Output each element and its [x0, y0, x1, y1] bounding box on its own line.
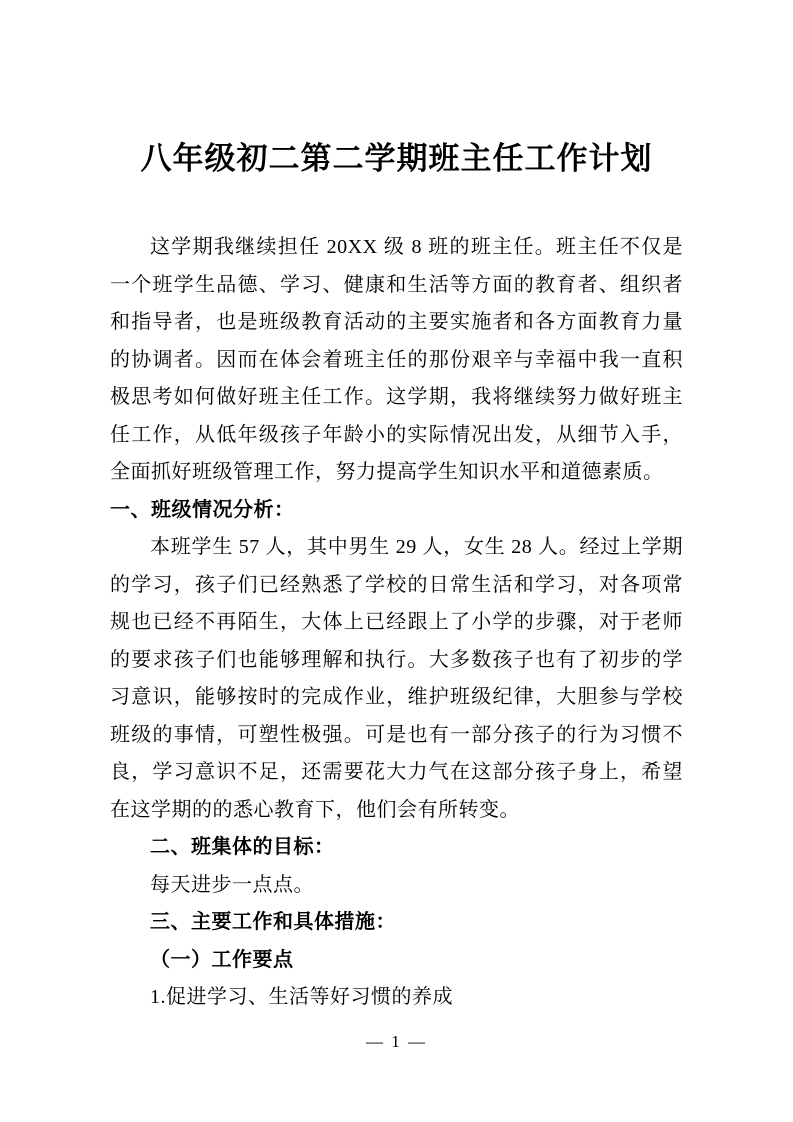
page-number: — 1 —	[366, 1032, 427, 1051]
class-goal-text: 每天进步一点点。	[150, 873, 314, 896]
class-analysis-paragraph: 本班学生 57 人，其中男生 29 人，女生 28 人。经过上学期的学习，孩子们已经熟悉了学校的日常生活和学习，对各项常规也已经不再陌生，大体上已经跟上了小学的步骤，对于老师的要求孩子们也能够理解和执行。大多数孩子也有了初步的学习意识，能够按时的完成作业，维护班级纪律，大胆参与学校班级的事情，可塑性极强。可是也有一部分孩子的行为习惯不良，学习意识不足，还需要花大力气在这部分孩子身上，希望在这学期的的悉心教育下，他们会有所转变。	[110, 536, 683, 821]
heading-work-points: （一）工作要点	[150, 948, 294, 971]
intro-paragraph: 这学期我继续担任 20XX 级 8 班的班主任。班主任不仅是一个班学生品德、学习、健康和生活等方面的教育者、组织者和指导者，也是班级教育活动的主要实施者和各方面教育力量的协调者。因而在体会着班主任的那份艰辛与幸福中我一直积极思考如何做好班主任工作。这学期，我将继续努力做好班主任工作，从低年级孩子年龄小的实际情况出发，从细节入手，全面抓好班级管理工作，努力提高学生知识水平和道德素质。	[110, 236, 683, 484]
heading-class-goal: 二、班集体的目标：	[150, 836, 335, 859]
document-title: 八年级初二第二学期班主任工作计划	[140, 141, 653, 176]
work-point-item: 1.促进学习、生活等好习惯的养成	[150, 986, 453, 1009]
heading-main-tasks: 三、主要工作和具体措施：	[150, 911, 396, 934]
document-content	[110, 140, 683, 1017]
heading-class-analysis: 一、班级情况分析：	[110, 498, 295, 521]
